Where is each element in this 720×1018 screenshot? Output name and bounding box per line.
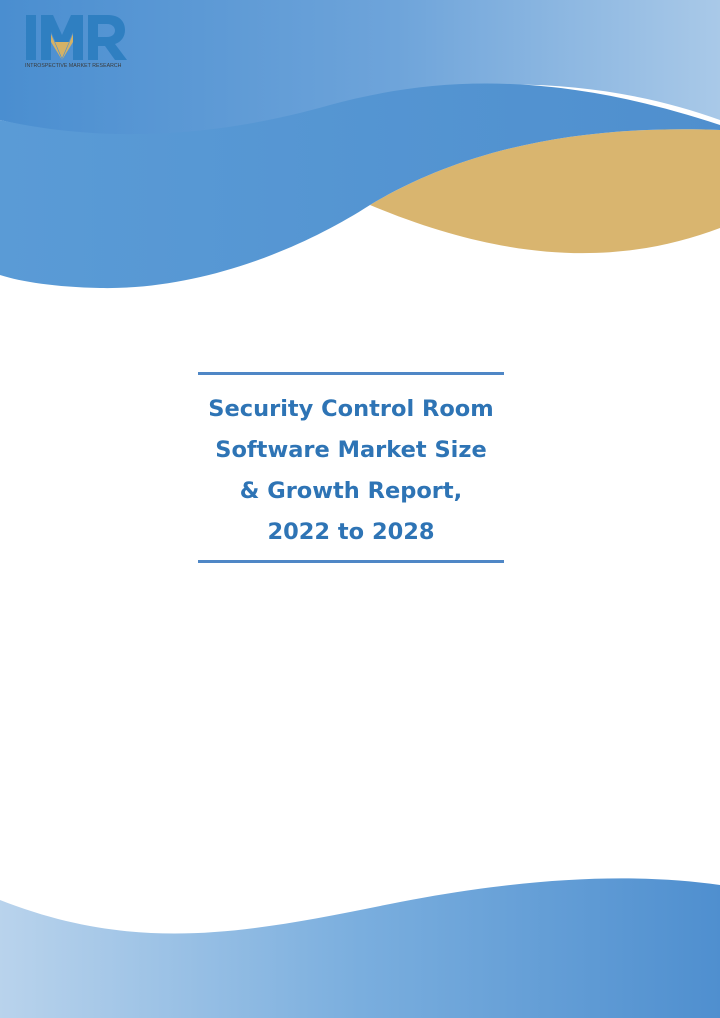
title-line-4: 2022 to 2028 [267, 519, 435, 545]
title-top-rule [198, 372, 504, 375]
logo-tagline: INTROSPECTIVE MARKET RESEARCH [25, 63, 122, 69]
title-line-2: Software Market Size [215, 437, 487, 463]
title-bottom-rule [198, 560, 504, 563]
imr-logo-icon [22, 12, 130, 62]
report-title-block [198, 372, 504, 564]
title-line-1: Security Control Room [208, 396, 494, 422]
company-logo [22, 12, 134, 76]
report-title [198, 389, 504, 553]
bottom-wave [0, 878, 720, 1018]
title-line-3: & Growth Report, [239, 478, 463, 504]
